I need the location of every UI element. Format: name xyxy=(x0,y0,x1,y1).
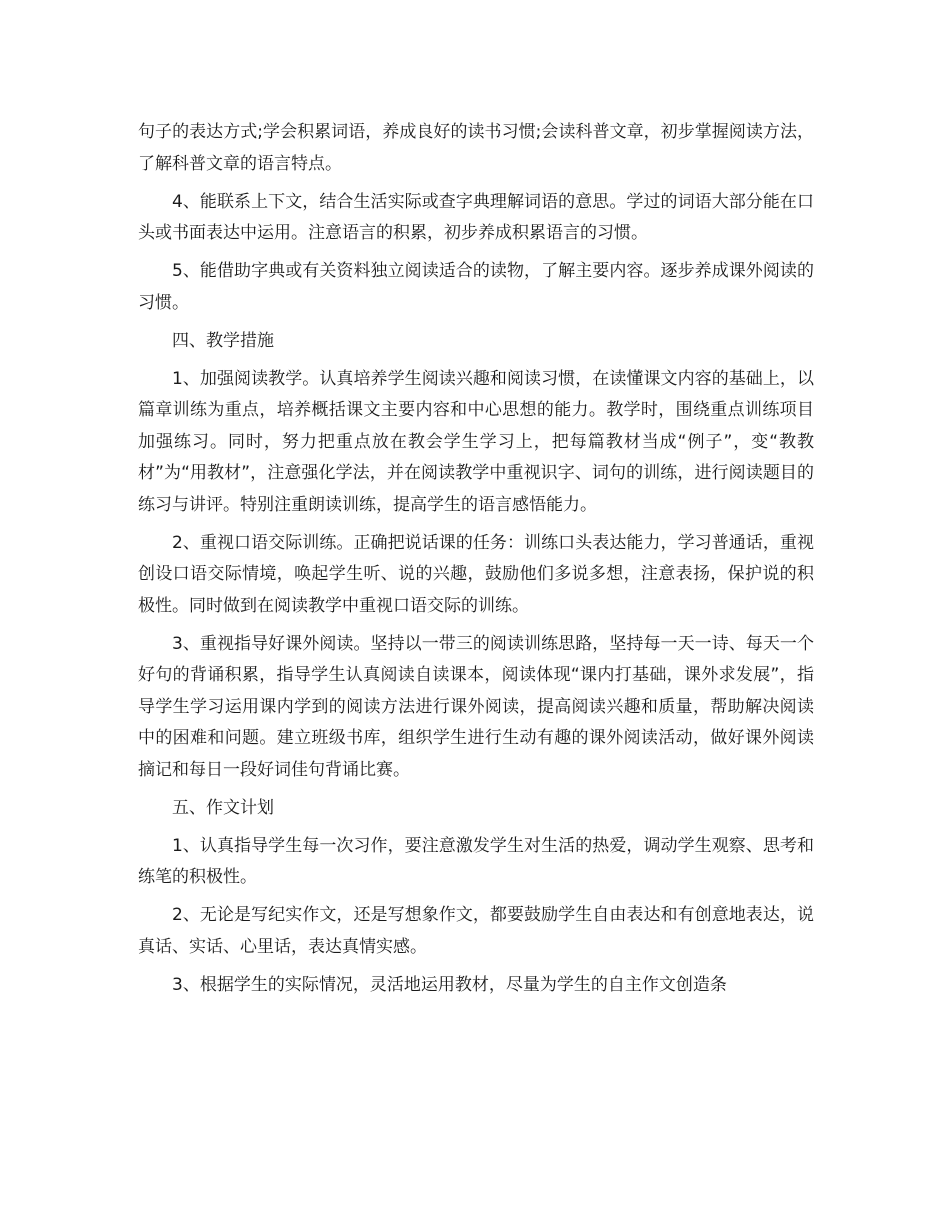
document-body xyxy=(138,117,814,1008)
paragraph-measure-3: 3、重视指导好课外阅读。坚持以一带三的阅读训练思路，坚持每一天一诗、每天一个好句的背诵积累，指导学生认真阅读自读课本，阅读体现“课内打基础，课外求发展”，指导学生学习运用课内学到的阅读方法进行课外阅读，提高阅读兴趣和质量，帮助解决阅读中的困难和问题。建立班级书库，组织学生进行生动有趣的课外阅读活动，做好课外阅读摘记和每日一段好词佳句背诵比赛。 xyxy=(138,633,814,780)
paragraph-continuation: 句子的表达方式;学会积累词语，养成良好的读书习惯;会读科普文章，初步掌握阅读方法，了解科普文章的语言特点。 xyxy=(138,122,814,174)
paragraph-writing-2: 2、无论是写纪实作文，还是写想象作文，都要鼓励学生自由表达和有创意地表达，说真话、实话、心里话，表达真情实感。 xyxy=(138,905,814,957)
section-heading-teaching-measures: 四、教学措施 xyxy=(172,330,274,351)
paragraph-measure-2: 2、重视口语交际训练。正确把说话课的任务：训练口头表达能力，学习普通话，重视创设口语交际情境，唤起学生听、说的兴趣，鼓励他们多说多想，注意表扬，保护说的积极性。同时做到在阅读教学中重视口语交际的训练。 xyxy=(138,532,814,616)
paragraph-measure-1: 1、加强阅读教学。认真培养学生阅读兴趣和阅读习惯，在读懂课文内容的基础上，以篇章训练为重点，培养概括课文主要内容和中心思想的能力。教学时，围绕重点训练项目加强练习。同时，努力把重点放在教会学生学习上，把每篇教材当成“例子”，变“教教材”为“用教材”，注意强化学法，并在阅读教学中重视识字、词句的训练，进行阅读题目的练习与讲评。特别注重朗读训练，提高学生的语言感悟能力。 xyxy=(138,368,814,515)
paragraph-writing-3: 3、根据学生的实际情况，灵活地运用教材，尽量为学生的自主作文创造条 xyxy=(172,974,727,995)
section-heading-writing-plan: 五、作文计划 xyxy=(172,797,274,818)
paragraph-item-4: 4、能联系上下文，结合生活实际或查字典理解词语的意思。学过的词语大部分能在口头或书面表达中运用。注意语言的积累，初步养成积累语言的习惯。 xyxy=(138,191,814,243)
paragraph-item-5: 5、能借助字典或有关资料独立阅读适合的读物，了解主要内容。逐步养成课外阅读的习惯。 xyxy=(138,261,814,313)
paragraph-writing-1: 1、认真指导学生每一次习作，要注意激发学生对生活的热爱，调动学生观察、思考和练笔的积极性。 xyxy=(138,835,814,887)
